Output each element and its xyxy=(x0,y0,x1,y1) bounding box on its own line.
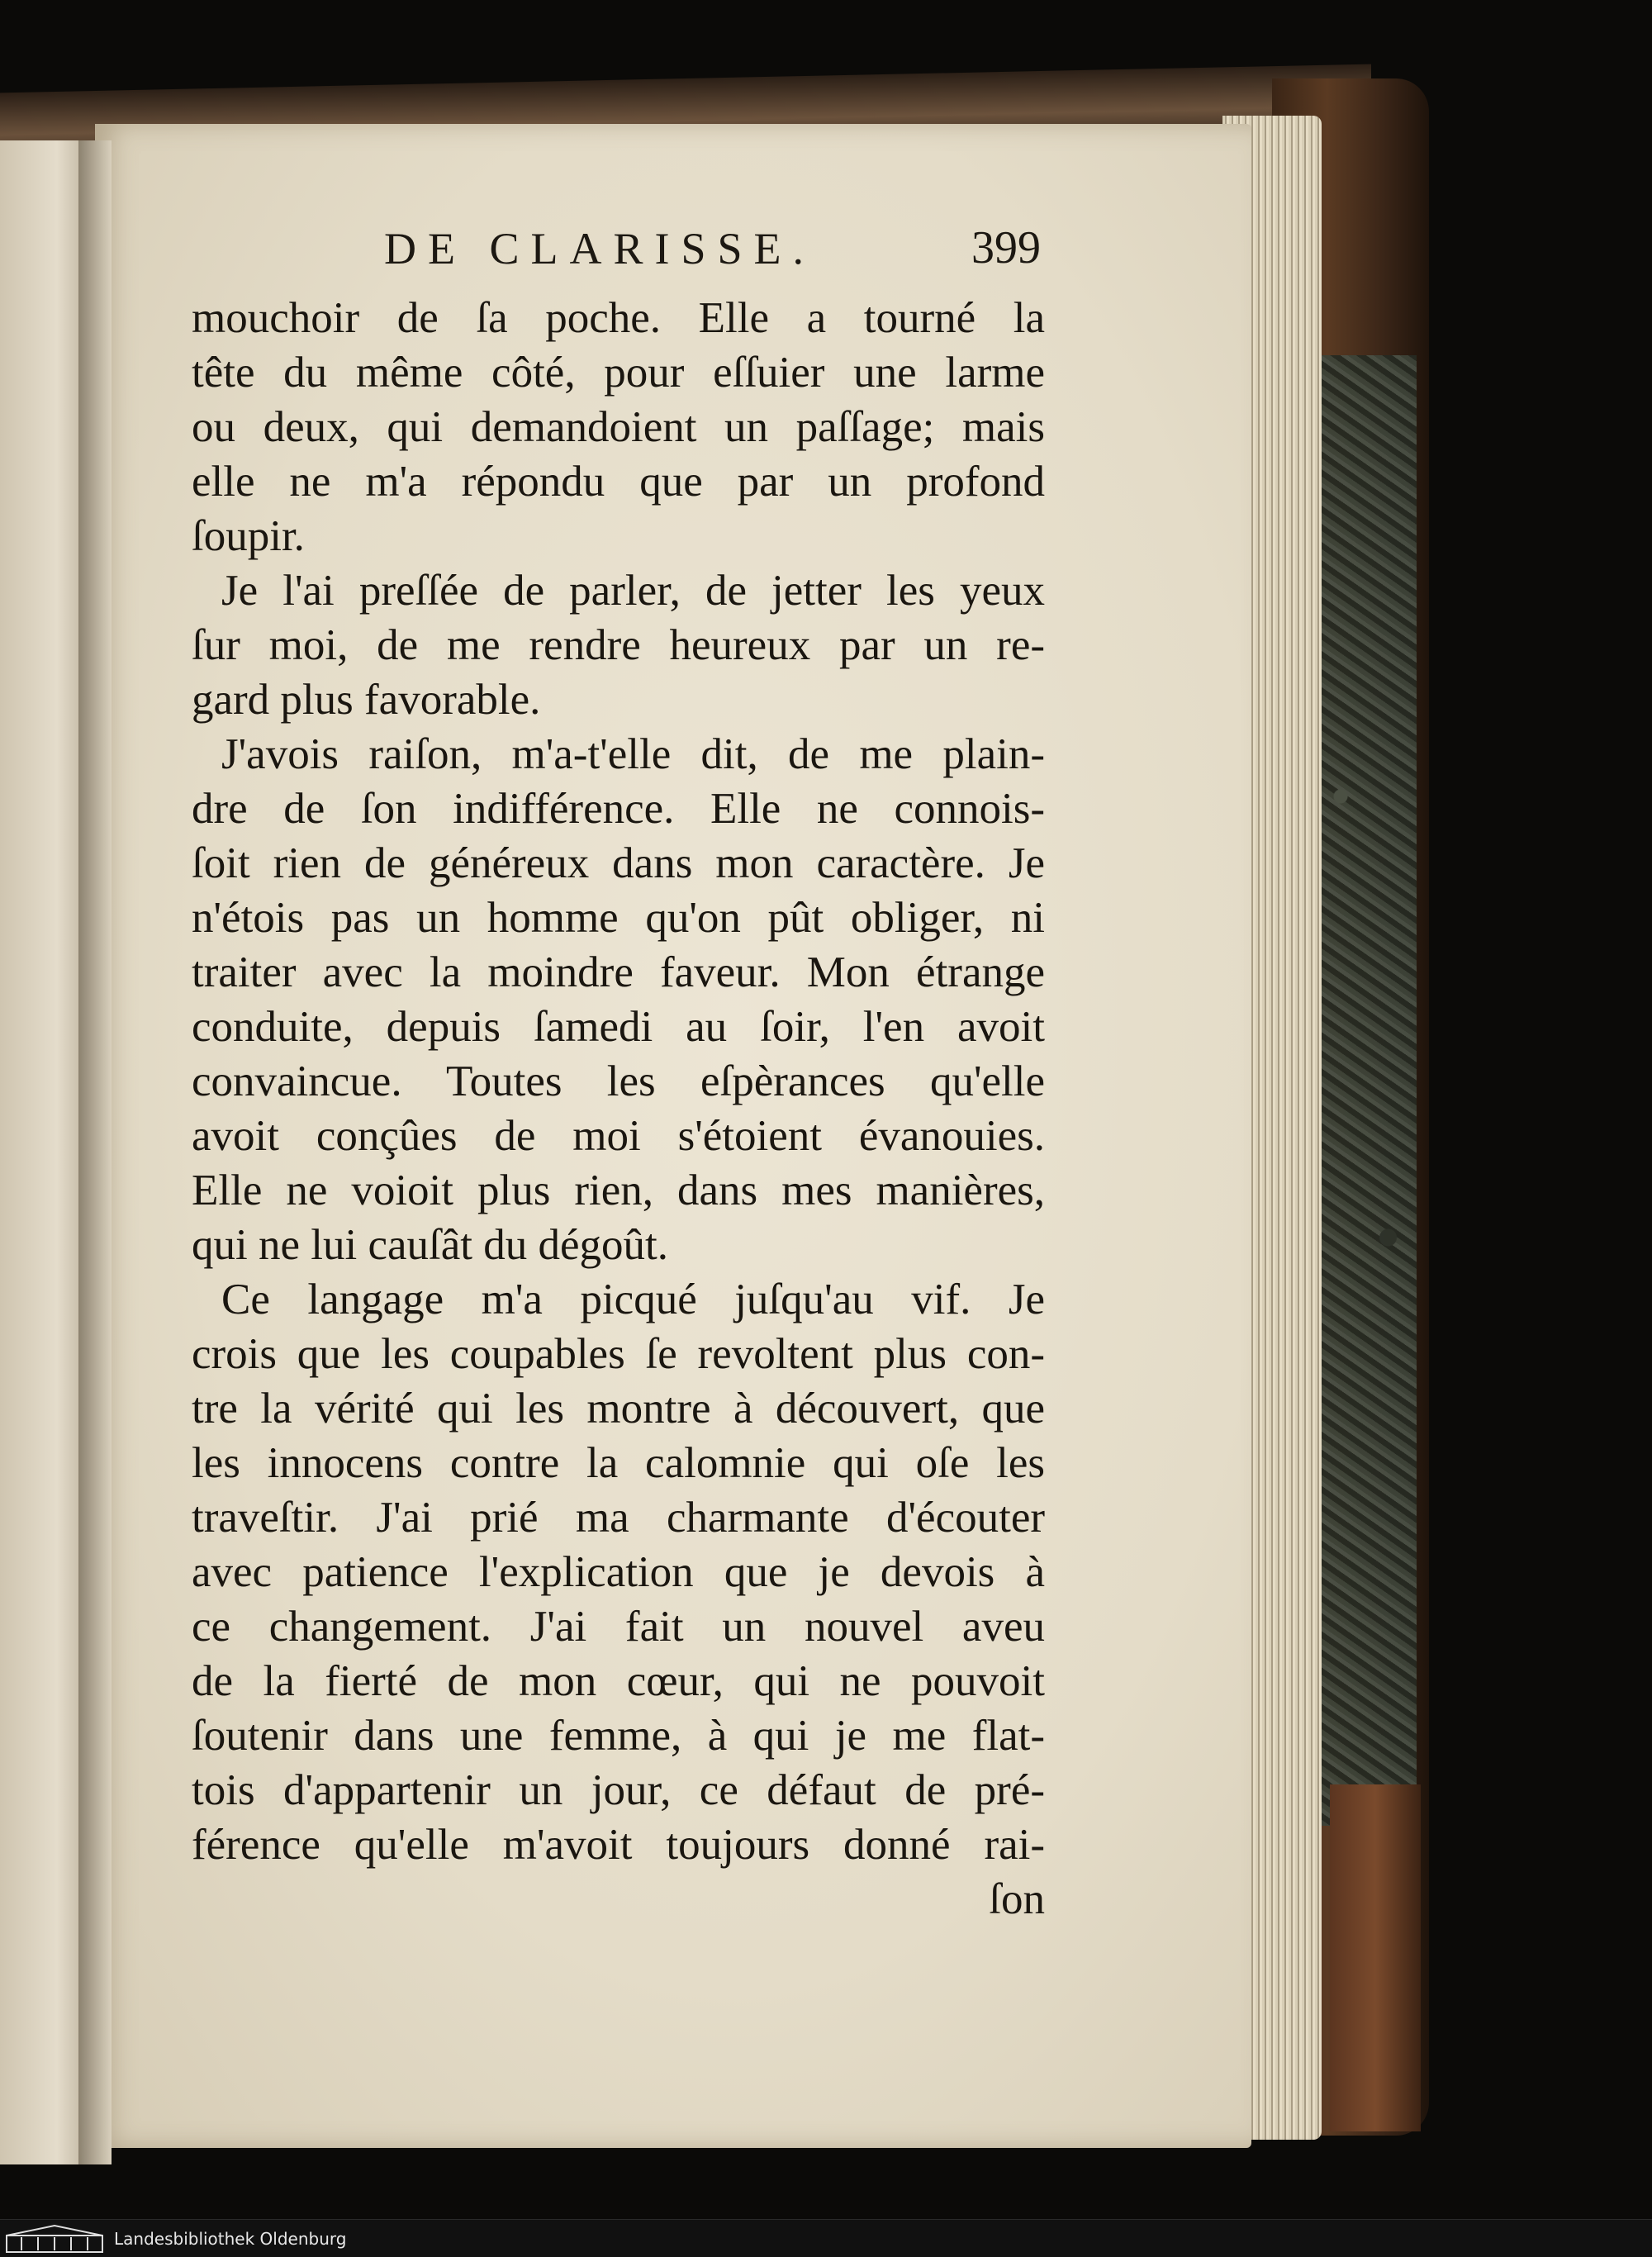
viewer-footer xyxy=(0,2219,1652,2257)
text-line: férence qu'elle m'avoit toujours donné rai- xyxy=(192,1821,1045,1869)
page-text xyxy=(192,291,1045,1927)
page-number: 399 xyxy=(971,222,1041,273)
running-title: DE CLARISSE. xyxy=(384,224,816,273)
text-line: Je l'ai preſſée de parler, de jetter les yeux xyxy=(221,567,1045,615)
text-line: J'avois raiſon, m'a-t'elle dit, de me plain- xyxy=(221,730,1045,778)
marbled-cover-board xyxy=(1322,355,1417,1826)
text-line: tête du même côté, pour eſſuier une larme xyxy=(192,349,1045,397)
text-line: Ce langage m'a picqué juſqu'au vif. Je xyxy=(221,1276,1045,1323)
text-line: tois d'appartenir un jour, ce défaut de pré- xyxy=(192,1766,1045,1814)
text-line: ſoit rien de généreux dans mon caractère. Je xyxy=(192,839,1045,887)
text-line: qui ne lui cauſât du dégoût. xyxy=(192,1221,668,1269)
leather-corner xyxy=(1330,1784,1421,2131)
page-gutter xyxy=(78,140,112,2164)
text-line: ce changement. J'ai fait un nouvel aveu xyxy=(192,1603,1045,1651)
text-line: dre de ſon indifférence. Elle ne connois- xyxy=(192,785,1045,833)
text-line: avoit conçûes de moi s'étoient évanouies. xyxy=(192,1112,1045,1160)
text-line: conduite, depuis ſamedi au ſoir, l'en avoit xyxy=(192,1003,1045,1051)
text-line: les innocens contre la calomnie qui oſe les xyxy=(192,1439,1045,1487)
text-line: ſoutenir dans une femme, à qui je me flat- xyxy=(192,1712,1045,1760)
text-line: ſoupir. xyxy=(192,512,305,560)
library-building-icon xyxy=(5,2224,104,2254)
text-line: traiter avec la moindre faveur. Mon étrange xyxy=(192,948,1045,996)
text-line: ſur moi, de me rendre heureux par un re- xyxy=(192,621,1045,669)
text-line: ou deux, qui demandoient un paſſage; mais xyxy=(192,403,1045,451)
text-line: traveſtir. J'ai prié ma charmante d'écouter xyxy=(192,1494,1045,1542)
text-line: mouchoir de ſa poche. Elle a tourné la xyxy=(192,294,1045,342)
text-line: avec patience l'explication que je devois à xyxy=(192,1548,1045,1596)
text-line: de la fierté de mon cœur, qui ne pouvoit xyxy=(192,1657,1045,1705)
text-line: gard plus favorable. xyxy=(192,676,541,724)
text-line: tre la vérité qui les montre à découvert, que xyxy=(192,1385,1045,1433)
text-line: convaincue. Toutes les eſpèrances qu'elle xyxy=(192,1057,1045,1105)
text-line: elle ne m'a répondu que par un profond xyxy=(192,458,1045,506)
text-line: Elle ne voioit plus rien, dans mes manières, xyxy=(192,1167,1045,1214)
text-line: crois que les coupables ſe revoltent plus con- xyxy=(192,1330,1045,1378)
text-line: n'étois pas un homme qu'on pût obliger, ni xyxy=(192,894,1045,942)
catchword: ſon xyxy=(989,1875,1045,1923)
library-name: Landesbibliothek Oldenburg xyxy=(114,2228,347,2249)
